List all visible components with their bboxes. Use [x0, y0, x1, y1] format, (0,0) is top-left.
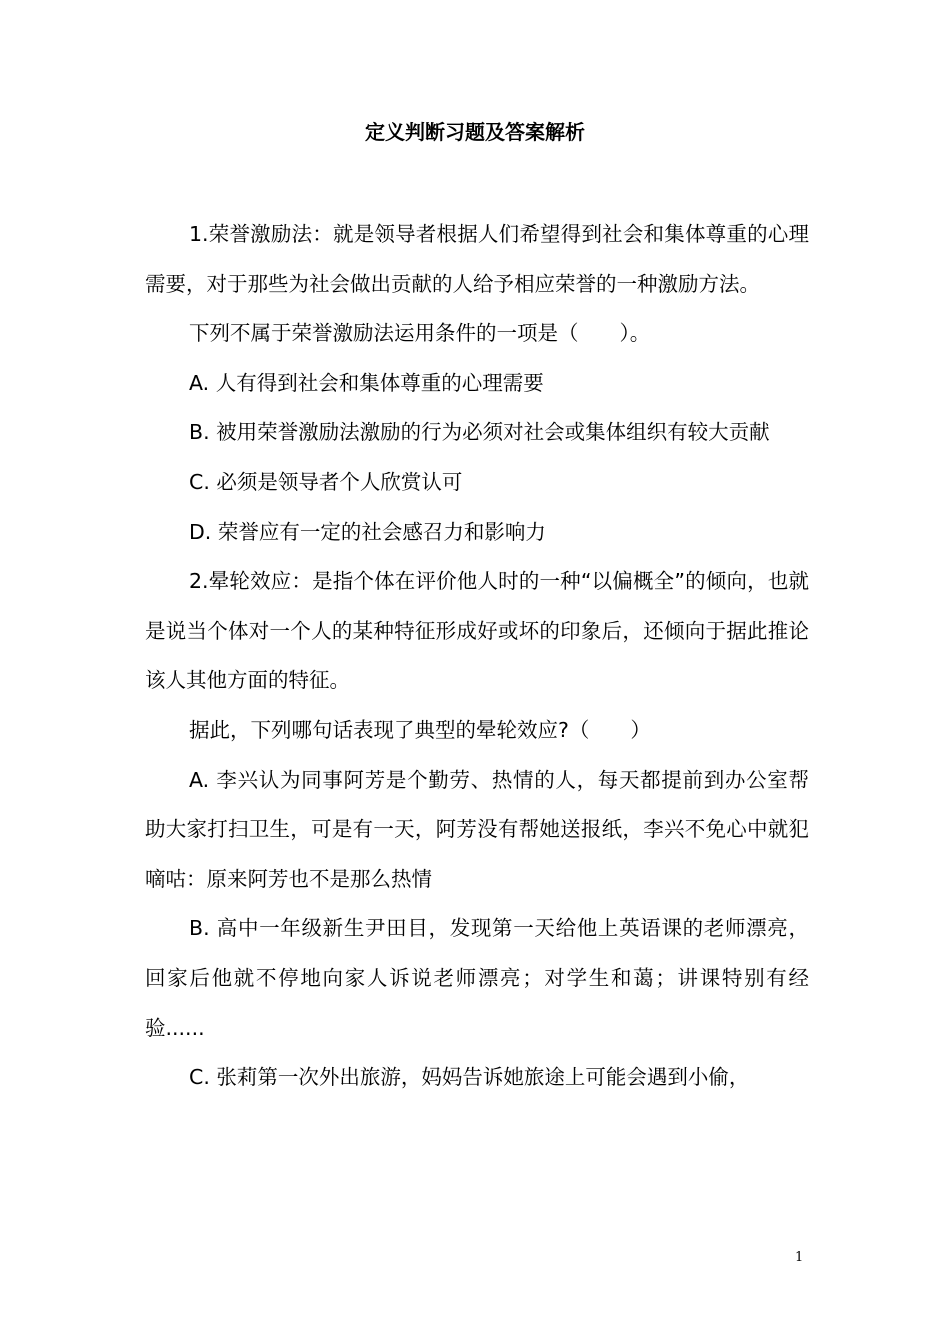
- question-1-option-c: C. 必须是领导者个人欣赏认可: [189, 469, 463, 494]
- question-1-definition: 1.荣誉激励法：就是领导者根据人们希望得到社会和集体尊重的心理需要，对于那些为社会做出贡献的人给予相应荣誉的一种激励方法。: [145, 222, 809, 296]
- document-body: [145, 210, 809, 1103]
- question-2-definition: 2.晕轮效应：是指个体在评价他人时的一种“以偏概全”的倾向，也就是说当个体对一个人的某种特征形成好或坏的印象后，还倾向于据此推论该人其他方面的特征。: [145, 569, 809, 693]
- question-1-option-b: B. 被用荣誉激励法激励的行为必须对社会或集体组织有较大贡献: [189, 420, 770, 445]
- question-2-option-a: A. 李兴认为同事阿芳是个勤劳、热情的人，每天都提前到办公室帮助大家打扫卫生，可是有一天，阿芳没有帮她送报纸，李兴不免心中就犯嘀咕：原来阿芳也不是那么热情: [145, 767, 809, 891]
- question-1-option-d: D. 荣誉应有一定的社会感召力和影响力: [189, 519, 546, 544]
- question-2-prompt: 据此，下列哪句话表现了典型的晕轮效应?（ ）: [189, 717, 651, 742]
- question-2-option-b: B. 高中一年级新生尹田目，发现第一天给他上英语课的老师漂亮，回家后他就不停地向家人诉说老师漂亮；对学生和蔼；讲课特别有经验......: [145, 916, 809, 1040]
- question-1-prompt: 下列不属于荣誉激励法运用条件的一项是（ ）。: [189, 321, 651, 346]
- page-number: 1: [795, 1250, 804, 1265]
- question-2-option-c: C. 张莉第一次外出旅游，妈妈告诉她旅途上可能会遇到小偷，: [189, 1065, 750, 1090]
- document-title: 定义判断习题及答案解析: [365, 120, 585, 144]
- question-1-option-a: A. 人有得到社会和集体尊重的心理需要: [189, 370, 544, 395]
